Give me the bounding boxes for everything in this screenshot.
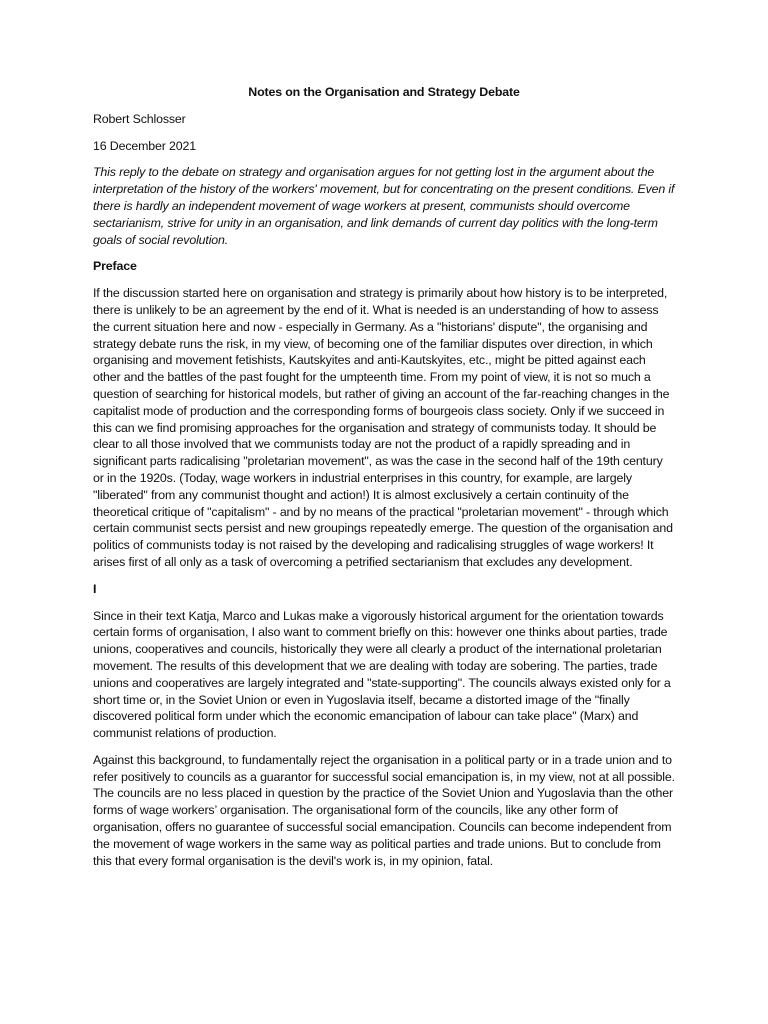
paragraph: Since in their text Katja, Marco and Lukas make a vigorously historical argument for the orientation towards certain forms of organisation, I also want to comment briefly on this: however one thinks about parties, trade unions, cooperatives and councils, historically they were all clearly a product of the international proletarian movement. The results of this development that we are dealing with today are sobering. The parties, trade unions and cooperatives are largely integrated and "state-supporting". The councils always existed only for a short time or, in the Soviet Union or even in Yugoslavia itself, became a distorted image of the "finally discovered political form under which the economic emancipation of labour can take place" (Marx) and communist relations of production. <box>93 608 671 741</box>
document-title: Notes on the Organisation and Strategy Debate <box>248 85 520 99</box>
paragraph: Against this background, to fundamentally reject the organisation in a political party or in a trade union and to refer positively to councils as a guarantor for successful social emancipation is, in my view, not at all possible. The councils are no less placed in question by the practice of the Soviet Union and Yugoslavia than the other forms of wage workers’ organisation. The organisational form of the councils, like any other form of organisation, offers no guarantee of successful social emancipation. Councils can become independent from the movement of wage workers in the same way as political parties and trade unions. But to conclude from this that every formal organisation is the devil's work is, in my opinion, fatal. <box>93 752 675 868</box>
section-heading-i: I <box>93 581 97 596</box>
section-heading-preface: Preface <box>93 259 137 274</box>
document-page <box>93 84 675 879</box>
date: 16 December 2021 <box>93 138 196 153</box>
author: Robert Schlosser <box>93 111 186 126</box>
abstract: This reply to the debate on strategy and organisation argues for not getting lost in the argument about the interpretation of the history of the workers' movement, but for concentrating on the present conditions. Even if there is hardly an independent movement of wage workers at present, communists should overcome sectarianism, strive for unity in an organisation, and link demands of current day politics with the long-term goals of social revolution. <box>93 165 675 247</box>
paragraph: If the discussion started here on organisation and strategy is primarily about how history is to be interpreted, there is unlikely to be an agreement by the end of it. What is needed is an understanding of how to assess the current situation here and now - especially in Germany. As a "historians' dispute", the organising and strategy debate runs the risk, in my view, of becoming one of the familiar disputes over direction, in which organising and movement fetishists, Kautskyites and anti-Kautskyites, etc., might be pitted against each other and the battles of the past fought for the umpteenth time. From my point of view, it is not so much a question of searching for historical models, but rather of giving an account of the far-reaching changes in the capitalist mode of production and the corresponding forms of bourgeois class society. Only if we succeed in this can we find promising approaches for the organisation and strategy of communists today. It should be clear to all those involved that we communists today are not the product of a rapidly spreading and in significant parts radicalising "proletarian movement", as was the case in the second half of the 19th century or in the 1920s. (Today, wage workers in industrial enterprises in this country, for example, are largely "liberated" from any communist thought and action!) It is almost exclusively a certain continuity of the theoretical critique of "capitalism" - and by no means of the practical "proletarian movement" - through which certain communist sects persist and new groupings repeatedly emerge. The question of the organisation and politics of communists today is not raised by the developing and radicalising struggles of wage workers! It arises first of all only as a task of overcoming a petrified sectarianism that excludes any development. <box>93 286 673 569</box>
